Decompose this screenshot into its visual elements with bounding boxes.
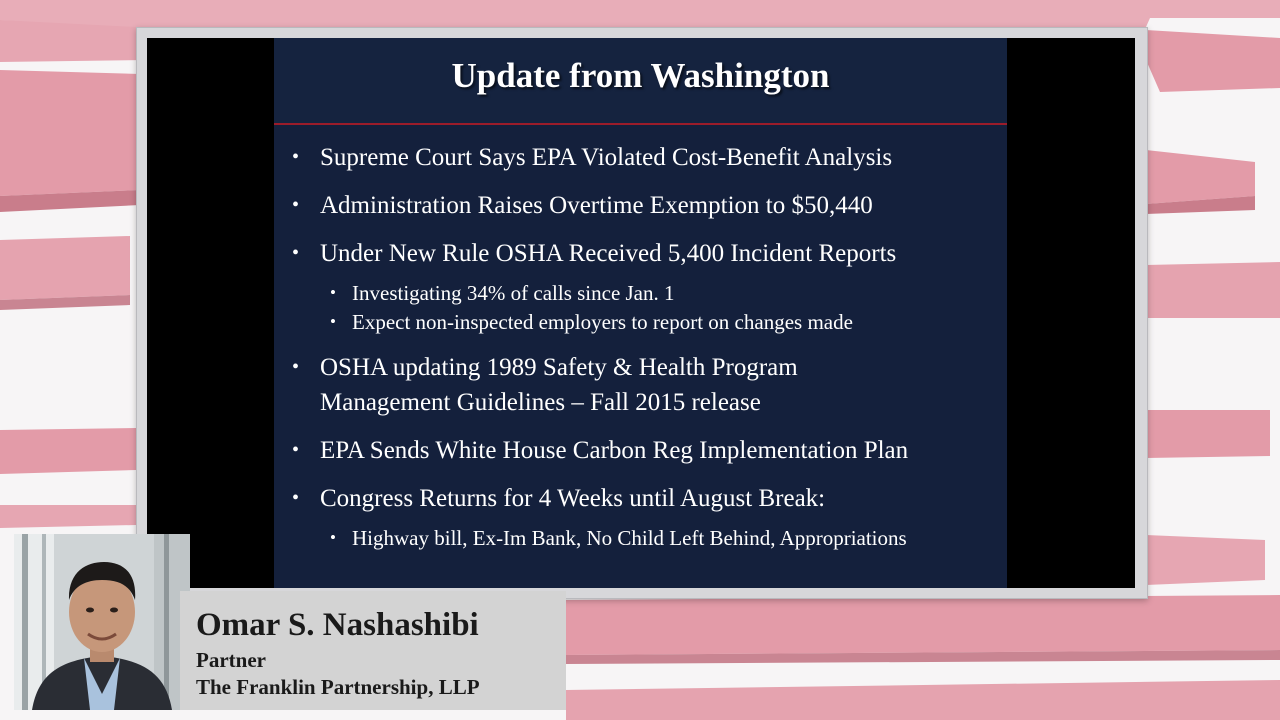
speaker-nameplate: [180, 591, 566, 710]
slide-header: [274, 38, 1007, 125]
bullet-text: EPA Sends White House Carbon Reg Implementation Plan: [320, 437, 909, 464]
speaker-portrait-illustration: [14, 534, 190, 710]
bullet-text-line-1: OSHA updating 1989 Safety & Health Program: [320, 354, 798, 381]
sub-bullet-dot: •: [330, 312, 336, 331]
bullet-dot: •: [292, 242, 300, 264]
sub-bullet-dot: •: [330, 283, 336, 302]
sub-bullet-item: [292, 307, 992, 337]
bullet-dot: •: [292, 146, 300, 168]
sub-bullet-text: Highway bill, Ex-Im Bank, No Child Left Behind, Appropriations: [352, 526, 907, 550]
bullet-item: [292, 481, 992, 516]
slide-monitor-frame: [136, 27, 1148, 599]
sub-bullet-text: Expect non-inspected employers to report on changes made: [352, 310, 853, 334]
bullet-item: [292, 236, 992, 271]
sub-bullet-item: [292, 278, 992, 308]
bullet-item: [292, 433, 992, 468]
presentation-slide: [274, 38, 1007, 588]
speaker-role: Partner: [196, 648, 266, 672]
sub-bullet-dot: •: [330, 528, 336, 547]
bullet-text: Administration Raises Overtime Exemption to $50,440: [320, 192, 873, 219]
speaker-company: The Franklin Partnership, LLP: [196, 675, 480, 699]
bullet-dot: •: [292, 439, 300, 461]
sub-bullet-text: Investigating 34% of calls since Jan. 1: [352, 281, 675, 305]
bullet-text: Congress Returns for 4 Weeks until August Break:: [320, 485, 826, 512]
bullet-item: [292, 188, 992, 223]
bullet-dot: •: [292, 356, 300, 378]
slide-screen: [147, 38, 1135, 588]
slide-bullet-list: [292, 140, 992, 558]
speaker-photo: [14, 534, 190, 710]
bullet-text: Supreme Court Says EPA Violated Cost-Benefit Analysis: [320, 144, 893, 171]
bullet-dot: •: [292, 487, 300, 509]
bullet-dot: •: [292, 194, 300, 216]
speaker-name: Omar S. Nashashibi: [196, 607, 479, 643]
bullet-item: [292, 140, 992, 175]
bullet-item: [292, 350, 992, 420]
slide-title: Update from Washington: [451, 56, 830, 95]
bullet-text-line-2: Management Guidelines – Fall 2015 release: [320, 389, 761, 416]
sub-bullet-item: [292, 523, 992, 553]
bullet-text: Under New Rule OSHA Received 5,400 Incident Reports: [320, 240, 897, 267]
